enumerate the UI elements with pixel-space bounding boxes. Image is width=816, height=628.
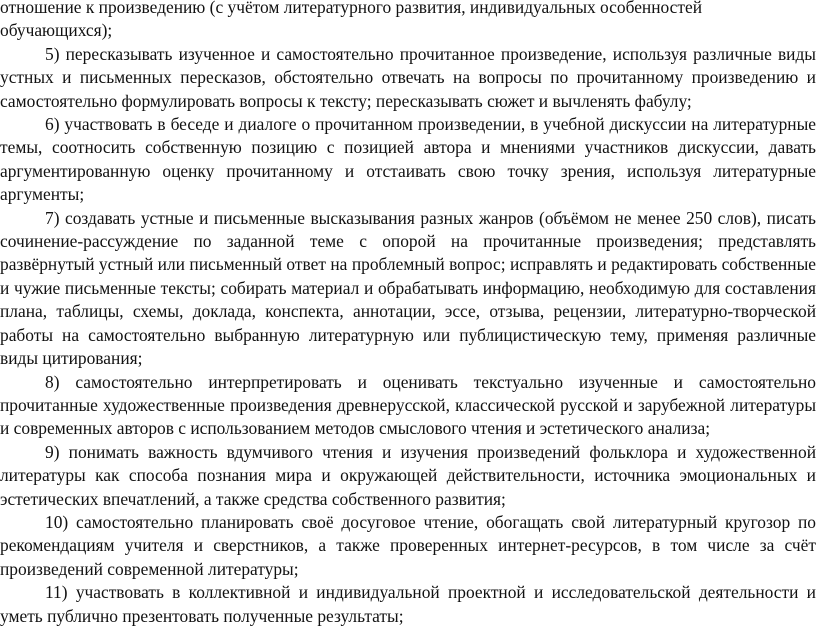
- list-item-6: 6) участвовать в беседе и диалоге о прочитанном произведении, в учебной дискуссии на литературные темы, соотносить собственную позицию с позицией автора и мнениями участников дискуссии, давать аргументированную оценку прочитанному и отстаивать свою точку зрения, используя литературные аргументы;: [0, 114, 816, 205]
- list-item-9: 9) понимать важность вдумчивого чтения и изучения произведений фольклора и художественной литературы как способа познания мира и окружающей действительности, источника эмоциональных и эстетических впечатлений, а также средства собственного развития;: [0, 441, 816, 509]
- list-item-8: 8) самостоятельно интерпретировать и оценивать текстуально изученные и самостоятельно прочитанные художественные произведения древнерусской, классической русской и зарубежной литературы и современных авторов с использованием методов смыслового чтения и эстетического анализа;: [0, 371, 816, 439]
- list-item-11: 11) участвовать в коллективной и индивидуальной проектной и исследовательской деятельности и уметь публично презентовать полученные результаты;: [0, 582, 816, 626]
- list-item-7: 7) создавать устные и письменные высказывания разных жанров (объёмом не менее 250 слов), писать сочинение-рассуждение по заданной теме с опорой на прочитанные произведения; представлять развёрнутый устный или письменный ответ на проблемный вопрос; исправлять и редактировать собственные и чужие письменные тексты; собирать материал и обрабатывать информацию, необходимую для составления плана, таблицы, схемы, доклада, конспекта, аннотации, эссе, отзыва, рецензии, литературно-творческой работы на самостоятельно выбранную литературную или публицистическую тему, применяя различные виды цитирования;: [0, 207, 816, 369]
- paragraph-continuation: отношение к произведению (с учётом литературного развития, индивидуальных особенностей обучающихся);: [0, 0, 703, 41]
- list-item-5: 5) пересказывать изученное и самостоятельно прочитанное произведение, используя различные виды устных и письменных пересказов, обстоятельно отвечать на вопросы по прочитанному произведению и самостоятельно формулировать вопросы к тексту; пересказывать сюжет и вычленять фабулу;: [0, 43, 816, 111]
- list-item-10: 10) самостоятельно планировать своё досуговое чтение, обогащать свой литературный кругозор по рекомендациям учителя и сверстников, а также проверенных интернет-ресурсов, в том числе за счёт произведений современной литературы;: [0, 511, 816, 579]
